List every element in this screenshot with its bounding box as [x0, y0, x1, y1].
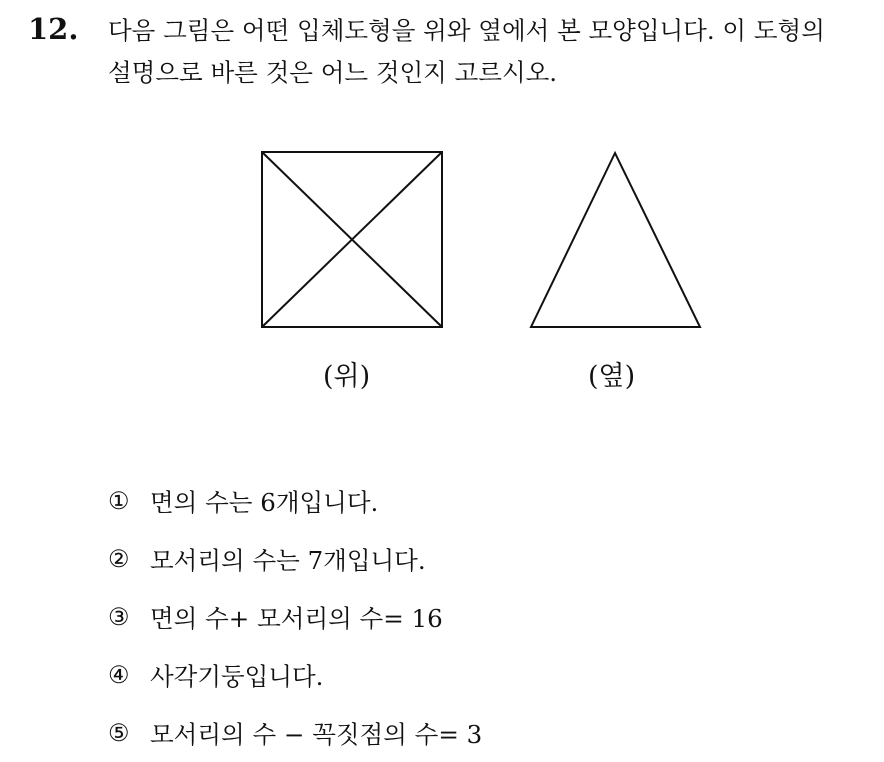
- choice-1-text: 면의 수는 6개입니다.: [150, 487, 379, 517]
- choice-5-mark: ⑤: [108, 719, 130, 747]
- choice-5[interactable]: [108, 704, 482, 762]
- side-view-caption: (옆): [588, 361, 636, 392]
- choice-1-mark: ①: [108, 487, 130, 515]
- question-text-line-1: 다음 그림은 어떤 입체도형을 위와 옆에서 본 모양입니다. 이 도형의: [108, 16, 825, 45]
- question-text-line-2: 설명으로 바른 것은 어느 것인지 고르시오.: [108, 58, 558, 87]
- choice-2-text: 모서리의 수는 7개입니다.: [150, 545, 426, 575]
- choice-4-text: 사각기둥입니다.: [150, 661, 324, 691]
- choice-2[interactable]: [108, 530, 482, 588]
- choice-1[interactable]: [108, 472, 482, 530]
- top-view-figure: [262, 152, 442, 327]
- choice-3-text: 면의 수+ 모서리의 수= 16: [150, 603, 443, 633]
- top-view-diagonal-1: [262, 152, 442, 327]
- choice-5-text: 모서리의 수 − 꼭짓점의 수= 3: [150, 719, 483, 749]
- choice-3[interactable]: [108, 588, 482, 646]
- choice-3-mark: ③: [108, 603, 130, 631]
- side-view-triangle: [531, 153, 700, 327]
- question-text: [108, 10, 868, 94]
- question-number: 12.: [28, 12, 79, 46]
- choice-2-mark: ②: [108, 545, 130, 573]
- top-view-square: [262, 152, 442, 327]
- top-view-diagonal-2: [262, 152, 442, 327]
- choice-4[interactable]: [108, 646, 482, 704]
- top-view-caption: (위): [323, 361, 371, 392]
- side-view-figure: [531, 153, 700, 327]
- answer-choices: [108, 472, 482, 762]
- choice-4-mark: ④: [108, 661, 130, 689]
